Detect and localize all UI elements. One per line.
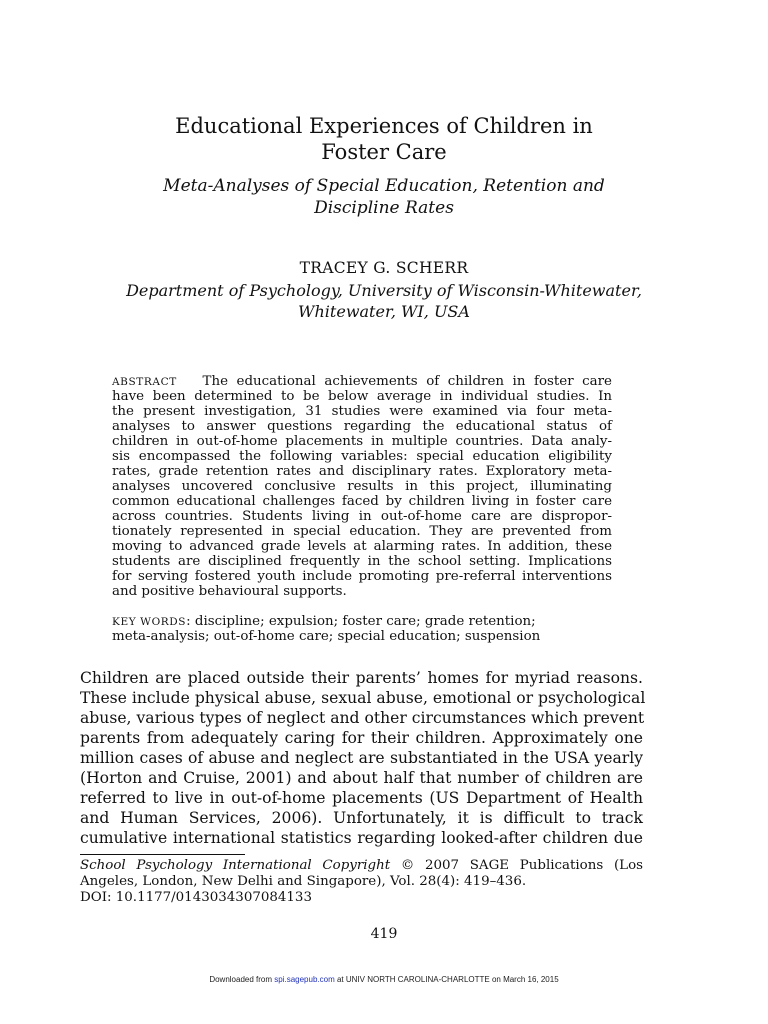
abstract-line: have been determined to be below average in individual studies. In	[112, 389, 612, 404]
abstract-line: moving to advanced grade levels at alarming rates. In addition, these	[112, 539, 612, 554]
author-name: TRACEY G. SCHERR	[299, 259, 469, 277]
body-line: and Human Services, 2006). Unfortunately, it is difficult to track	[80, 809, 643, 827]
body-line: referred to live in out-of-home placements (US Department of Health	[80, 789, 643, 807]
abstract-line: students are disciplined frequently in the school setting. Implications	[112, 554, 612, 569]
body-line: parents from adequately caring for their children. Approximately one	[80, 729, 643, 747]
doi-line: DOI: 10.1177/0143034307084133	[80, 890, 312, 905]
abstract-line: across countries. Students living in out-of-home care are dispropor-	[112, 509, 612, 524]
abstract-line: common educational challenges faced by children living in foster care	[112, 494, 612, 509]
copyright-text: © 2007 SAGE Publications (Los	[390, 858, 643, 873]
abstract-line: analyses uncovered conclusive results in this project, illuminating	[112, 479, 612, 494]
body-line: Children are placed outside their parents’ homes for myriad reasons.	[80, 669, 643, 687]
author-affiliation	[0, 280, 768, 322]
affiliation-line: Department of Psychology, University of Wisconsin-Whitewater,	[126, 281, 642, 300]
keywords-label: KEY WORDS	[112, 616, 187, 628]
source-link[interactable]: spi.sagepub.com	[274, 975, 335, 984]
keywords-text: : discipline; expulsion; foster care; grade retention;	[186, 614, 536, 629]
download-suffix: at UNIV NORTH CAROLINA-CHARLOTTE on March 16, 2015	[334, 975, 559, 984]
body-line: cumulative international statistics regarding looked-after children due	[80, 829, 643, 847]
keywords-line: meta-analysis; out-of-home care; special education; suspension	[112, 629, 541, 644]
footnote-line	[80, 857, 643, 874]
body-line: These include physical abuse, sexual abuse, emotional or psychological	[80, 689, 646, 707]
keywords-line	[112, 614, 612, 630]
abstract-line: and positive behavioural supports.	[112, 584, 347, 599]
article-subtitle-line: Meta-Analyses of Special Education, Retention and	[163, 176, 605, 196]
body-line: (Horton and Cruise, 2001) and about half that number of children are	[80, 769, 643, 787]
article-subtitle	[0, 175, 768, 219]
abstract-line: sis encompassed the following variables: special education eligibility	[112, 449, 612, 464]
article-title	[0, 113, 768, 165]
body-line: abuse, various types of neglect and other circumstances which prevent	[80, 709, 645, 727]
page-number: 419	[370, 926, 398, 942]
abstract-line	[112, 374, 612, 390]
article-title-line: Foster Care	[321, 140, 447, 164]
affiliation-line: Whitewater, WI, USA	[298, 302, 470, 321]
download-prefix: Downloaded from	[209, 975, 275, 984]
article-title-line: Educational Experiences of Children in	[175, 114, 593, 138]
abstract-line: rates, grade retention rates and disciplinary rates. Exploratory meta-	[112, 464, 612, 479]
abstract-line: analyses to answer questions regarding the educational status of	[112, 419, 612, 434]
download-notice	[0, 975, 768, 984]
body-line: million cases of abuse and neglect are substantiated in the USA yearly	[80, 749, 643, 767]
article-subtitle-line: Discipline Rates	[314, 198, 454, 218]
abstract-line: children in out-of-home placements in multiple countries. Data analy-	[112, 434, 612, 449]
abstract-line: the present investigation, 31 studies were examined via four meta-	[112, 404, 612, 419]
footnote-divider	[80, 854, 245, 855]
footnote-line: Angeles, London, New Delhi and Singapore), Vol. 28(4): 419–436.	[80, 874, 527, 889]
journal-name: School Psychology International Copyright	[80, 858, 391, 873]
abstract-label: ABSTRACT	[112, 376, 177, 388]
abstract-line: tionately represented in special education. They are prevented from	[112, 524, 612, 539]
abstract-text: The educational achievements of children in foster care	[202, 374, 612, 389]
abstract-line: for serving fostered youth include promoting pre-referral interventions	[112, 569, 612, 584]
